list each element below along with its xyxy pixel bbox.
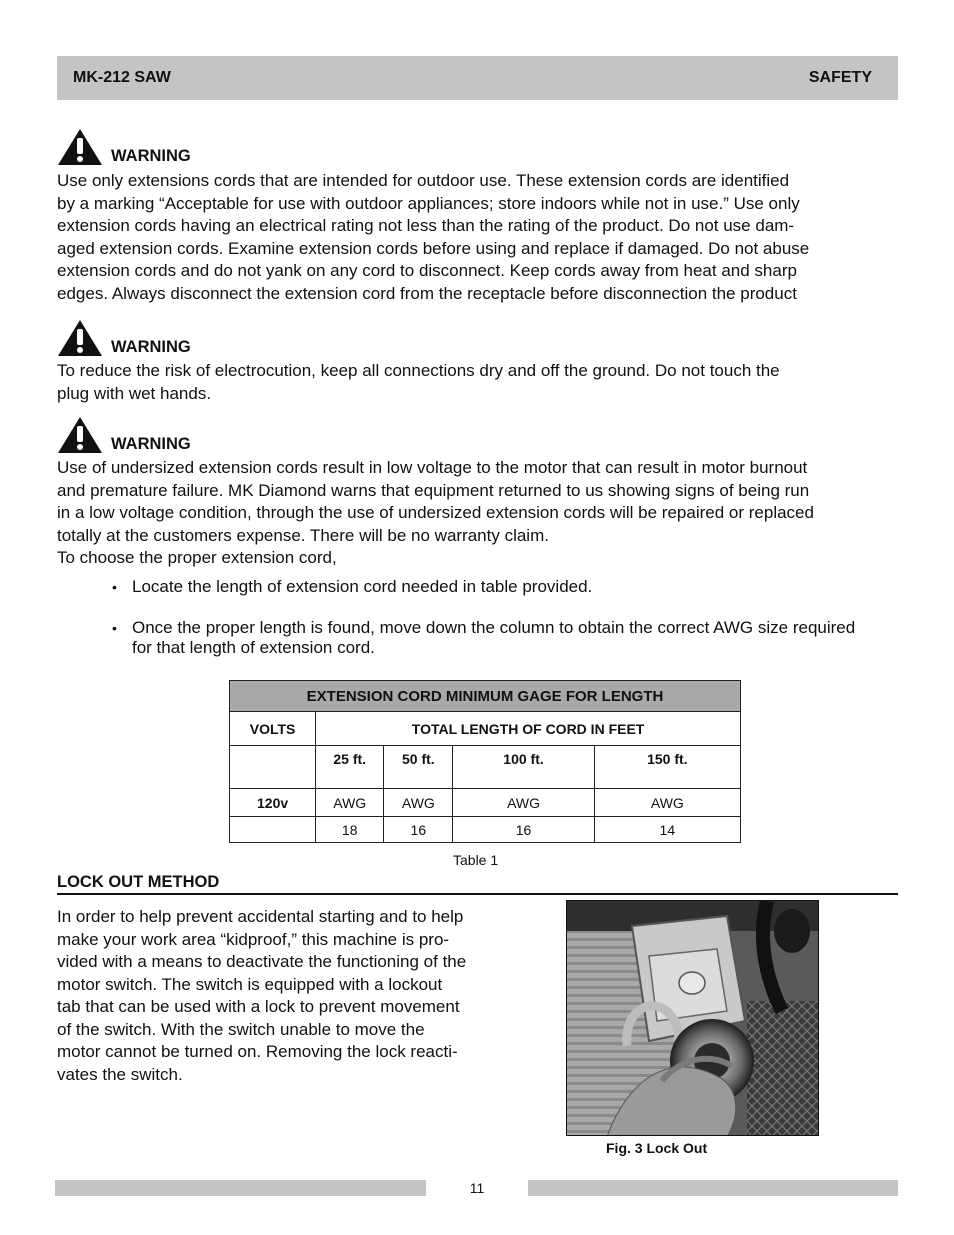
bullet-dot-icon: • — [112, 620, 117, 636]
text-line: and premature failure. MK Diamond warns that equipment returned to us showing signs of being run — [57, 480, 810, 500]
warning-heading-3 — [57, 416, 191, 454]
text-line: tab that can be used with a lock to prevent movement — [57, 997, 460, 1016]
warning-text-3 — [57, 457, 902, 570]
page-number: 11 — [469, 1180, 485, 1196]
text-line: To reduce the risk of electrocution, keep all connections dry and off the ground. Do not touch the — [57, 361, 780, 380]
text-line: vates the switch. — [57, 1064, 183, 1084]
volts-header: VOLTS — [230, 712, 316, 746]
header-model: MK-212 SAW — [73, 69, 171, 86]
text-line: Use only extensions cords that are intended for outdoor use. These extension cords are identified — [57, 171, 790, 190]
text-line: vided with a means to deactivate the functioning of the — [57, 952, 467, 971]
warning-title: WARNING — [111, 435, 191, 453]
text-line: Use of undersized extension cords result in low voltage to the motor that can result in motor burnout — [57, 458, 808, 477]
padlock-switch-image — [567, 901, 819, 1136]
text-line: of the switch. With the switch unable to move the — [57, 1019, 425, 1039]
bullet-item-2 — [112, 618, 872, 658]
length-25: 25 ft. — [316, 746, 384, 789]
text-line: extension cords and do not yank on any cord to disconnect. Keep cords away from heat and sharp — [57, 261, 797, 280]
figure-caption: Fig. 3 Lock Out — [606, 1140, 708, 1156]
text-line: edges. Always disconnect the extension cord from the receptacle before disconnection the product — [57, 283, 797, 303]
table-title: EXTENSION CORD MINIMUM GAGE FOR LENGTH — [230, 681, 741, 712]
warning-heading-2 — [57, 319, 191, 357]
text-line: motor cannot be turned on. Removing the lock reacti- — [57, 1042, 458, 1061]
warning-title: WARNING — [111, 338, 191, 356]
text-line: in a low voltage condition, through the use of undersized extension cords will be repaired or replaced — [57, 503, 814, 522]
footer-bar-left — [55, 1180, 426, 1196]
lockout-text — [57, 906, 517, 1086]
table-cell-empty — [230, 817, 316, 843]
header-section: SAFETY — [808, 69, 872, 86]
length-150: 150 ft. — [594, 746, 740, 789]
length-100: 100 ft. — [453, 746, 594, 789]
section-title-lockout: LOCK OUT METHOD — [57, 873, 898, 895]
warning-text-2 — [57, 360, 902, 405]
text-line: motor switch. The switch is equipped with a lockout — [57, 974, 443, 994]
warning-text-1 — [57, 170, 902, 305]
awg-label: AWG — [453, 789, 594, 817]
awg-label: AWG — [384, 789, 453, 817]
warning-triangle-icon — [57, 128, 103, 166]
header-bar — [57, 56, 898, 100]
gauge-value: 18 — [316, 817, 384, 843]
awg-label: AWG — [316, 789, 384, 817]
footer-bar-right — [528, 1180, 898, 1196]
text-line: plug with wet hands. — [57, 383, 212, 403]
extension-cord-table — [229, 680, 741, 843]
voltage-cell: 120v — [230, 789, 316, 817]
table-cell-empty — [230, 746, 316, 789]
text-line: make your work area “kidproof,” this machine is pro- — [57, 929, 450, 949]
bullet-item-1 — [112, 577, 872, 597]
bullet-dot-icon: • — [112, 579, 117, 595]
bullet-text: Locate the length of extension cord needed in table provided. — [132, 577, 593, 596]
bullet-text: Once the proper length is found, move down the column to obtain the correct AWG size required for that length of extension cord. — [132, 618, 856, 657]
text-line: extension cords having an electrical rating not less than the rating of the product. Do not use dam- — [57, 216, 795, 235]
text-line: In order to help prevent accidental starting and to help — [57, 907, 464, 926]
table-caption: Table 1 — [453, 852, 499, 868]
warning-triangle-icon — [57, 319, 103, 357]
length-50: 50 ft. — [384, 746, 453, 789]
awg-label: AWG — [594, 789, 740, 817]
length-header: TOTAL LENGTH OF CORD IN FEET — [316, 712, 741, 746]
lockout-photo — [566, 900, 819, 1136]
text-line: by a marking “Acceptable for use with outdoor appliances; store indoors while not in use.” Use only — [57, 193, 800, 213]
gauge-value: 14 — [594, 817, 740, 843]
text-line: aged extension cords. Examine extension cords before using and replace if damaged. Do not abuse — [57, 238, 810, 258]
warning-triangle-icon — [57, 416, 103, 454]
gauge-value: 16 — [384, 817, 453, 843]
warning-title: WARNING — [111, 147, 191, 165]
text-line: totally at the customers expense. There will be no warranty claim. — [57, 525, 549, 545]
gauge-value: 16 — [453, 817, 594, 843]
text-line: To choose the proper extension cord, — [57, 548, 337, 567]
warning-heading-1 — [57, 128, 191, 166]
